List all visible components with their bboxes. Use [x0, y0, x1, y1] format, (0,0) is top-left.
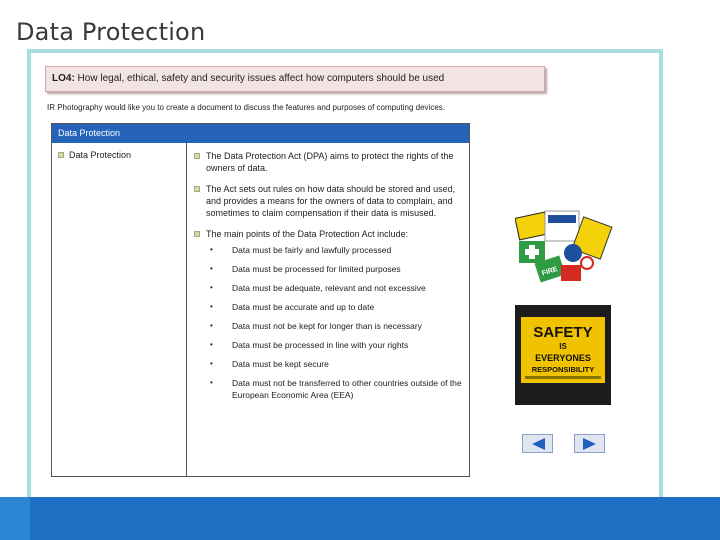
bullet-icon: • — [210, 302, 213, 311]
paragraph — [194, 228, 464, 401]
list-item — [210, 282, 464, 294]
left-cell — [58, 150, 131, 160]
content-frame — [27, 49, 663, 518]
bullet-icon: • — [210, 283, 213, 292]
paragraph — [194, 183, 464, 219]
mandatory-sign-circle — [564, 244, 582, 262]
safety-sign-line1: SAFETY — [533, 324, 593, 341]
safety-responsibility-image — [515, 305, 611, 405]
list-item — [210, 358, 464, 370]
dpa-points-list — [206, 244, 464, 401]
list-item-text: Data must not be transferred to other countries outside of the European Economic Area (EEA) — [232, 378, 462, 400]
list-item — [210, 339, 464, 351]
list-item — [210, 244, 464, 256]
bullet-icon: • — [210, 359, 213, 368]
content-table — [51, 123, 470, 477]
paragraph — [194, 150, 464, 174]
bullet-icon: • — [210, 321, 213, 330]
list-item-text: Data must be processed in line with your rights — [232, 340, 409, 350]
list-item-text: Data must be kept secure — [232, 359, 329, 369]
safety-sign-line2: IS — [559, 342, 567, 351]
list-item-text: Data must be adequate, relevant and not excessive — [232, 283, 426, 293]
square-bullet-icon — [194, 153, 200, 159]
notice-sign-band — [548, 215, 576, 223]
column-divider — [186, 143, 187, 476]
sign-small-print — [525, 376, 601, 379]
fire-sign-label: FIRE — [541, 265, 559, 278]
intro-text: IR Photography would like you to create a document to discuss the features and purposes of computing devices. — [47, 103, 446, 112]
safety-signs-image — [515, 207, 617, 287]
prohibition-sign-circle — [581, 257, 593, 269]
table-header: Data Protection — [52, 124, 469, 143]
warning-sign-shape — [515, 212, 549, 240]
list-item — [210, 320, 464, 332]
paragraph-text: The main points of the Data Protection Act include: — [206, 229, 409, 239]
bullet-icon: • — [210, 378, 213, 387]
right-cell — [194, 150, 464, 410]
next-slide-button[interactable] — [574, 434, 605, 453]
lo-text: How legal, ethical, safety and security issues affect how computers should be used — [74, 73, 445, 84]
square-bullet-icon — [194, 186, 200, 192]
first-aid-cross-h — [525, 249, 539, 255]
paragraph-text: The Data Protection Act (DPA) aims to protect the rights of the owners of data. — [206, 151, 454, 173]
list-item — [210, 301, 464, 313]
list-item-text: Data must not be kept for longer than is necessary — [232, 321, 422, 331]
list-item-text: Data must be processed for limited purposes — [232, 264, 401, 274]
triangle-right-icon — [581, 437, 599, 451]
triangle-left-icon — [529, 437, 547, 451]
safety-sign-line4: RESPONSIBILITY — [531, 365, 595, 374]
previous-slide-button[interactable] — [522, 434, 553, 453]
left-cell-label: Data Protection — [69, 150, 132, 160]
bullet-icon: • — [210, 245, 213, 254]
learning-objective — [45, 66, 545, 92]
bottom-bar — [0, 497, 720, 540]
fire-equipment-sign-shape — [561, 265, 581, 281]
lo-code: LO4: — [52, 73, 75, 84]
safety-sign-line3: EVERYONES — [535, 353, 591, 363]
list-item-text: Data must be fairly and lawfully processed — [232, 245, 392, 255]
bullet-icon: • — [210, 340, 213, 349]
square-bullet-icon — [58, 152, 64, 158]
paragraph-text: The Act sets out rules on how data should be stored and used, and provides a means for the owners of data to complain, and sometimes to claim compensation if their data is misused. — [206, 184, 456, 218]
slide-title: Data Protection — [16, 18, 206, 46]
list-item — [210, 377, 464, 401]
bullet-icon: • — [210, 264, 213, 273]
list-item-text: Data must be accurate and up to date — [232, 302, 375, 312]
list-item — [210, 263, 464, 275]
square-bullet-icon — [194, 231, 200, 237]
bottom-bar-accent — [0, 497, 30, 540]
